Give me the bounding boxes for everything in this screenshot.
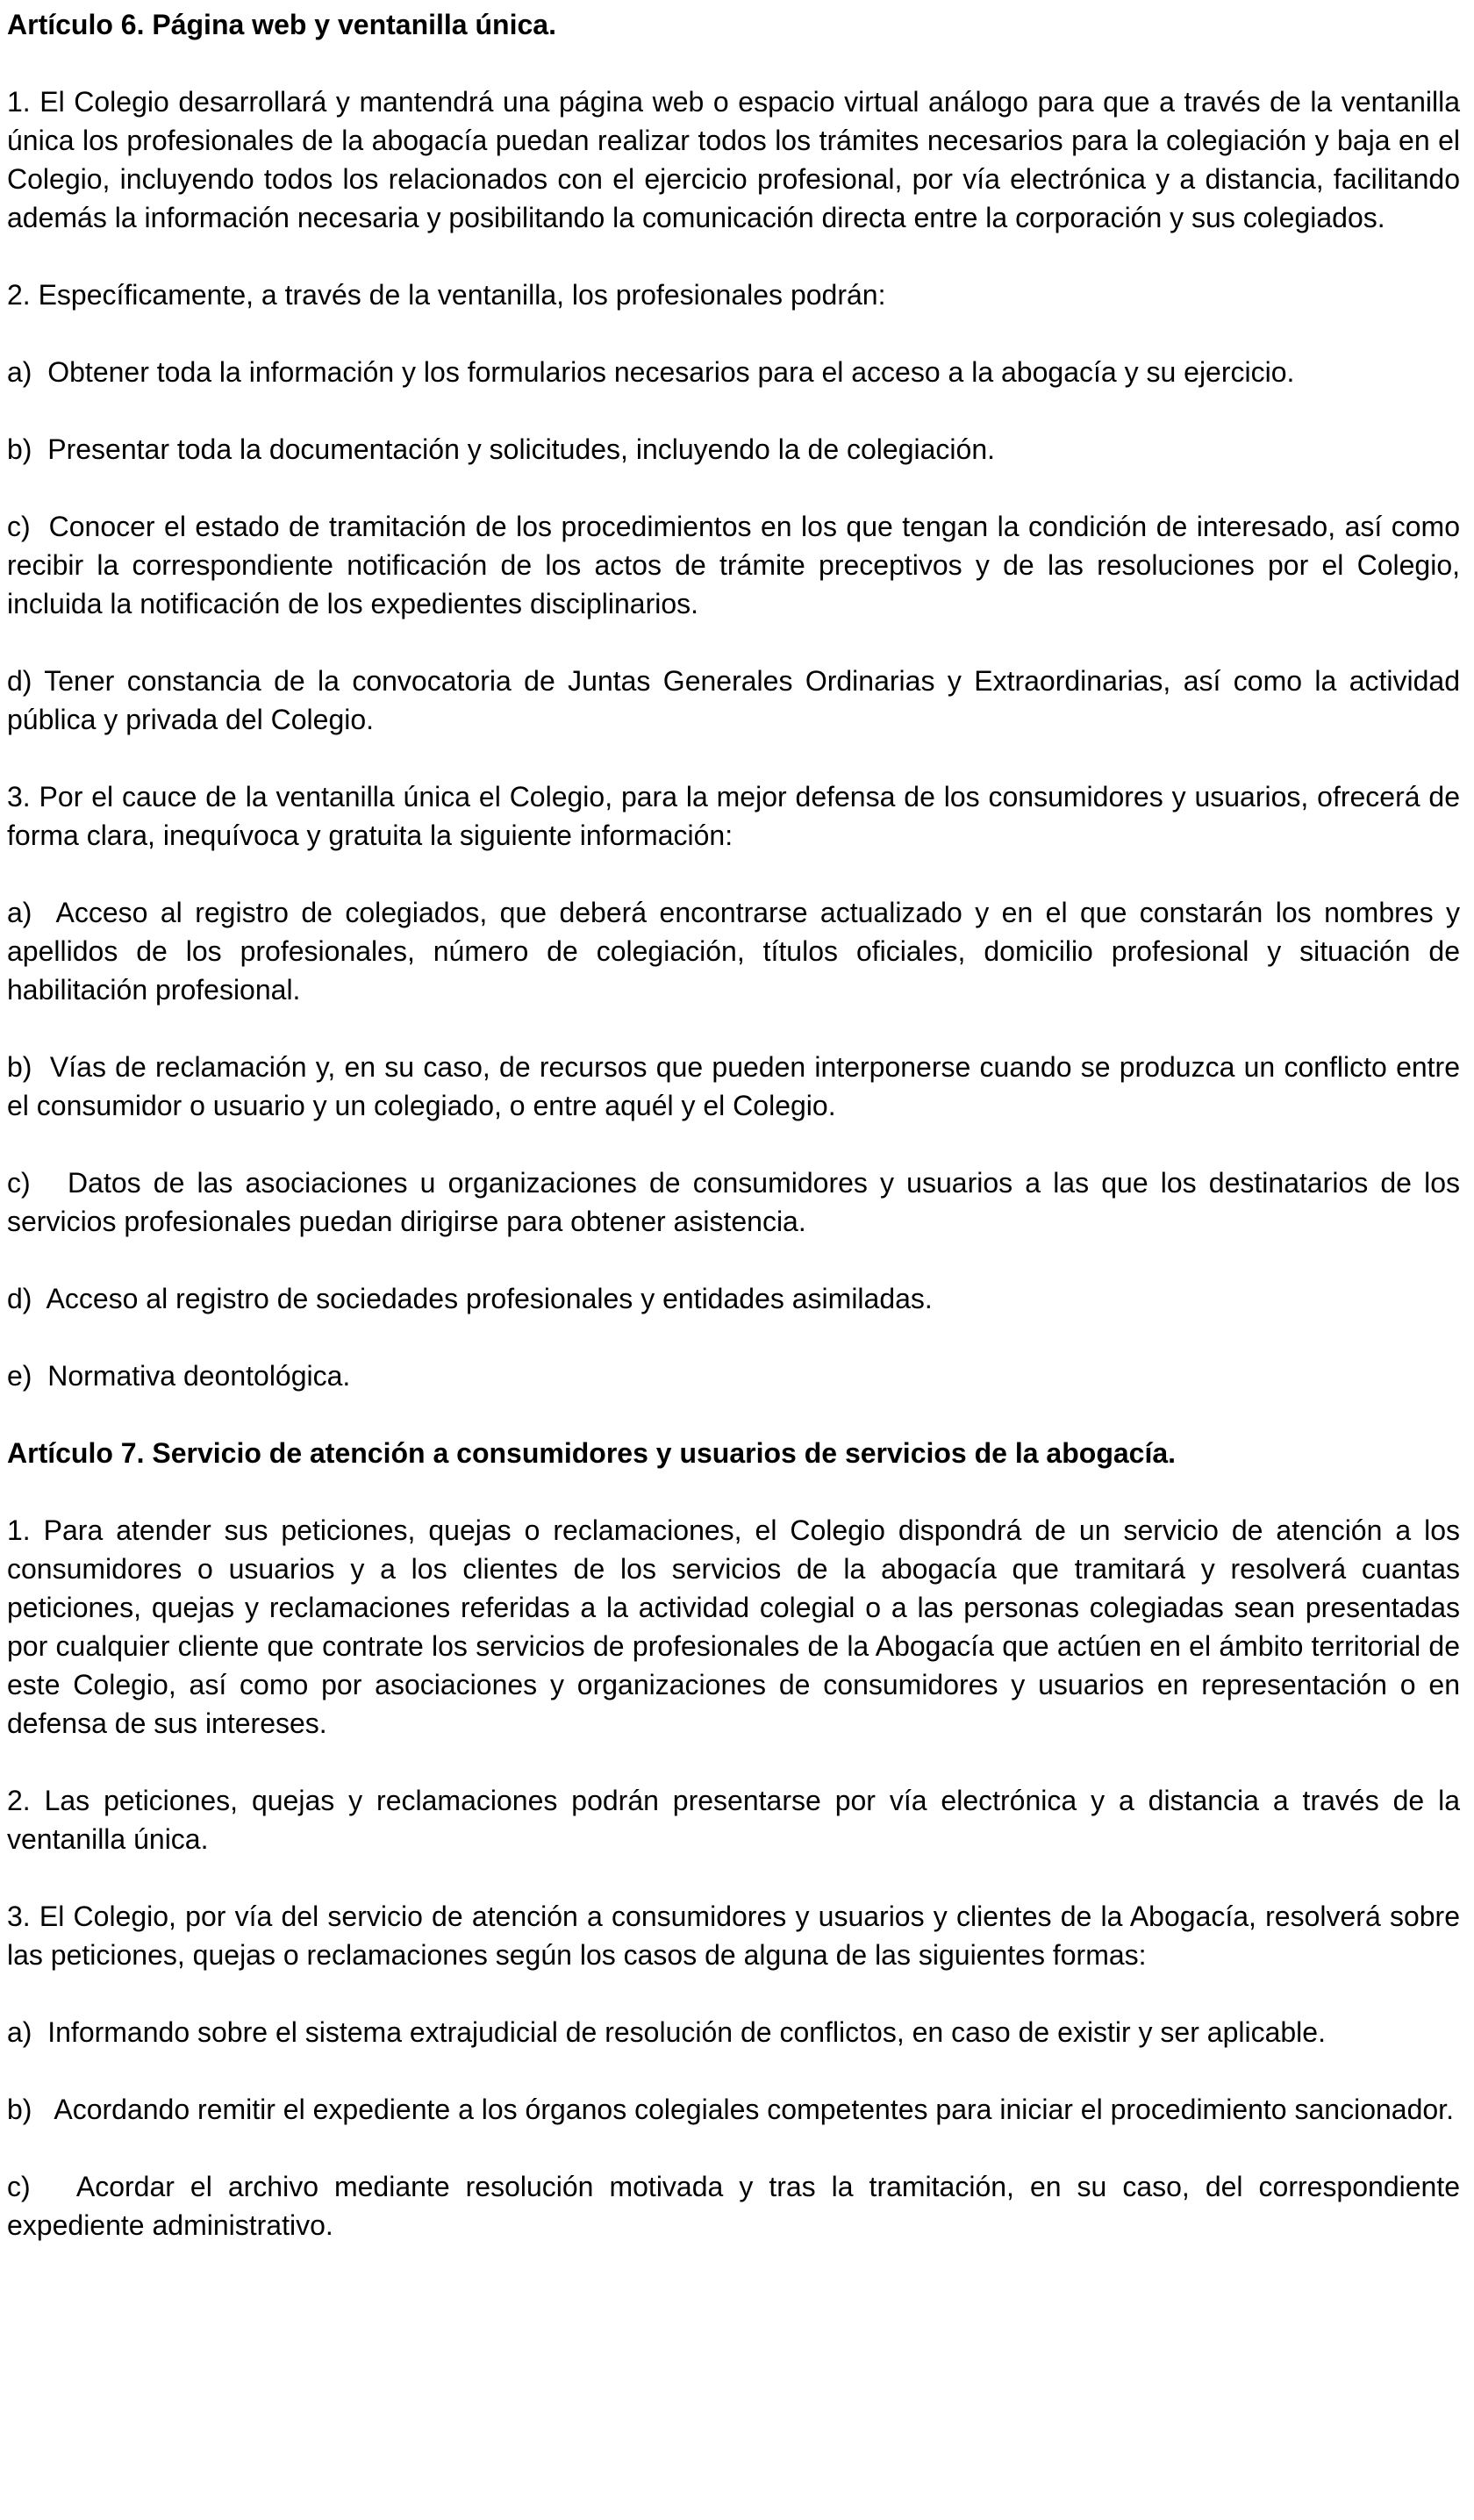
article-6-para-3-intro: 3. Por el cauce de la ventanilla única el Colegio, para la mejor defensa de los consumidores y usuarios, ofrecerá de forma clara, inequívoca y gratuita la siguiente información:	[7, 781, 1460, 851]
article-6-item-3e: e) Normativa deontológica.	[7, 1360, 351, 1392]
article-7-para-2: 2. Las peticiones, quejas y reclamaciones podrán presentarse por vía electrónica y a distancia a través de la ventanilla única.	[7, 1785, 1460, 1855]
article-6-para-1: 1. El Colegio desarrollará y mantendrá una página web o espacio virtual análogo para que a través de la ventanilla única los profesionales de la abogacía puedan realizar todos los trámites necesarios para la colegiación y baja en el Colegio, incluyendo todos los relacionados con el ejercicio profesional, por vía electrónica y a distancia, facilitando además la información necesaria y posibilitando la comunicación directa entre la corporación y sus colegiados.	[7, 86, 1460, 233]
article-6-para-2-intro: 2. Específicamente, a través de la ventanilla, los profesionales podrán:	[7, 279, 886, 311]
article-7-item-3a: a) Informando sobre el sistema extrajudicial de resolución de conflictos, en caso de existir y ser aplicable.	[7, 2016, 1326, 2048]
article-6-item-2d: d) Tener constancia de la convocatoria de Juntas Generales Ordinarias y Extraordinarias, así como la actividad pública y privada del Colegio.	[7, 665, 1460, 735]
article-6-item-3a: a) Acceso al registro de colegiados, que deberá encontrarse actualizado y en el que constarán los nombres y apellidos de los profesionales, número de colegiación, títulos oficiales, domicilio profesional y situación de habilitación profesional.	[7, 897, 1460, 1006]
article-6-item-3b: b) Vías de reclamación y, en su caso, de recursos que pueden interponerse cuando se produzca un conflicto entre el consumidor o usuario y un colegiado, o entre aquél y el Colegio.	[7, 1051, 1460, 1121]
article-7-item-3b: b) Acordando remitir el expediente a los órganos colegiales competentes para iniciar el procedimiento sancionador.	[7, 2094, 1454, 2125]
article-7-item-3c: c) Acordar el archivo mediante resolución motivada y tras la tramitación, en su caso, del correspondiente expediente administrativo.	[7, 2171, 1460, 2241]
article-6-item-3d: d) Acceso al registro de sociedades profesionales y entidades asimiladas.	[7, 1283, 933, 1314]
article-6-item-2a: a) Obtener toda la información y los formularios necesarios para el acceso a la abogacía y su ejercicio.	[7, 356, 1295, 388]
article-6-item-3c: c) Datos de las asociaciones u organizaciones de consumidores y usuarios a las que los destinatarios de los servicios profesionales puedan dirigirse para obtener asistencia.	[7, 1167, 1460, 1237]
article-7-para-3-intro: 3. El Colegio, por vía del servicio de atención a consumidores y usuarios y clientes de la Abogacía, resolverá sobre las peticiones, quejas o reclamaciones según los casos de alguna de las siguientes formas:	[7, 1901, 1460, 1971]
article-6-heading: Artículo 6. Página web y ventanilla única.	[7, 9, 556, 40]
article-6-item-2c: c) Conocer el estado de tramitación de los procedimientos en los que tengan la condición de interesado, así como recibir la correspondiente notificación de los actos de trámite preceptivos y de las resoluciones por el Colegio, incluida la notificación de los expedientes disciplinarios.	[7, 511, 1460, 619]
article-7-heading: Artículo 7. Servicio de atención a consumidores y usuarios de servicios de la abogacía.	[7, 1437, 1177, 1469]
article-7-para-1: 1. Para atender sus peticiones, quejas o reclamaciones, el Colegio dispondrá de un servicio de atención a los consumidores o usuarios y a los clientes de los servicios de la abogacía que tramitará y resolverá cuantas peticiones, quejas y reclamaciones referidas a la actividad colegial o a las personas colegiadas sean presentadas por cualquier cliente que contrate los servicios de profesionales de la Abogacía que actúen en el ámbito territorial de este Colegio, así como por asociaciones y organizaciones de consumidores y usuarios en representación o en defensa de sus intereses.	[7, 1514, 1460, 1739]
article-6-item-2b: b) Presentar toda la documentación y solicitudes, incluyendo la de colegiación.	[7, 433, 995, 465]
